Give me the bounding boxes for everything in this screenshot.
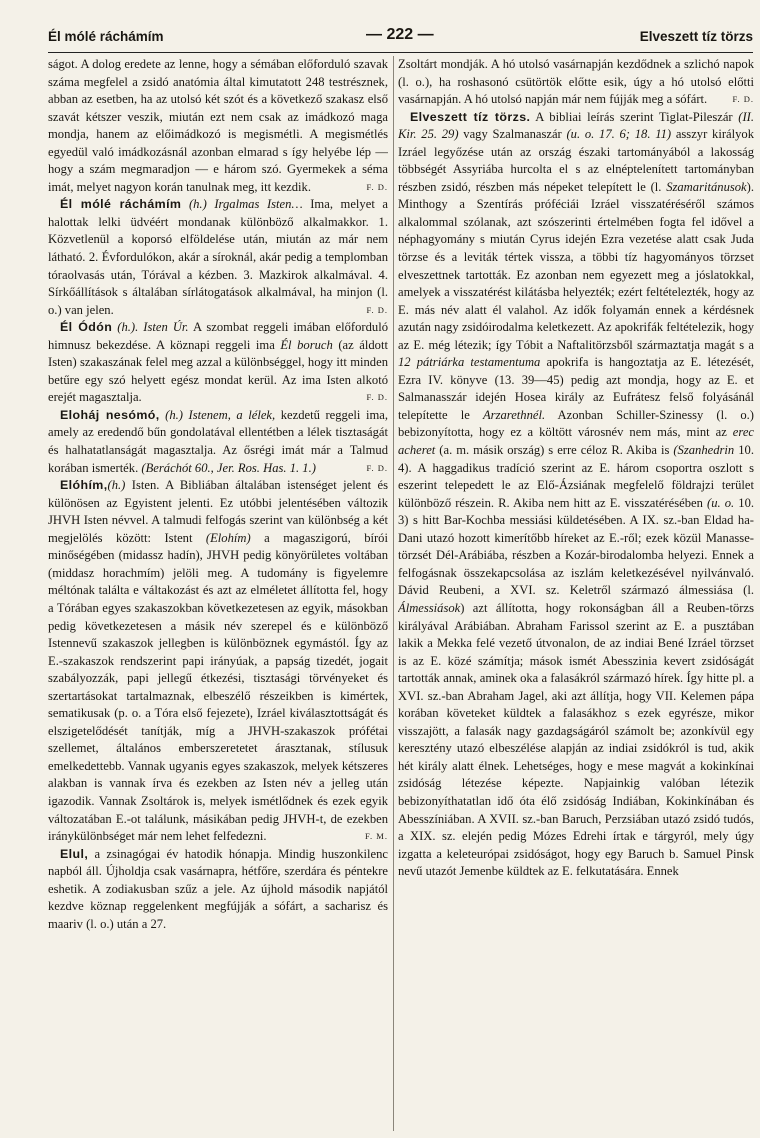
headword: Elul, [60,846,89,861]
header-left: Él mólé ráchámím [48,29,164,44]
gloss: (h.). Isten Úr. [117,320,189,335]
headword: Elóhím, [60,478,108,493]
entry-el-odon: Él Ódón (h.). Isten Úr. A szombat reggeli imában előforduló himnusz bekezdése. A köznapi reggeli ima Él boruch (az áldott Isten) szakaszának felel meg azzal a különbséggel, hogy itt minden betűre egy szó helyett egész mondat kerül. Az ima Isten alkotó erejét magasztalja. F. D. [48,319,388,407]
ref: (Elohím) [205,530,251,545]
signature: F. D. [366,462,388,473]
ref: Álmessiások [398,600,461,615]
page-number: — 222 — [366,26,434,43]
citation: (Beráchót 60., Jer. Ros. Has. 1. 1.) [141,460,316,475]
entry-continuation: Zsoltárt mondják. A hó utolsó vasárnapján kezdődnek a szlichó napok (l. o.), ha roshasonó csütörtök előtte esik, úgy a hó utolsó előtti vasárnapján. A hó utolsó napján már nem fújják meg a sófárt. F. D. [398,56,754,109]
ref: Él boruch [280,337,333,352]
left-column [48,56,388,1131]
column-divider [393,56,394,1131]
entry-elveszett-tiz-torzs: Elveszett tíz törzs. A bibliai leírás szerint Tiglat-Pileszár (II. Kir. 25. 29) vagy Szalmanaszár (u. o. 17. 6; 18. 11) asszyr királyok Izráel legyőzése után az ország északi tartományából a lakosság többségét Assyriába hurcolta el s az elnéptelenített tartományban részben zsidó, részben más népeket telepített le (l. Szamaritánusok). Minthogy a Szentírás próféciái Izráel visszatéréséről számos alkalommal szólanak, azt szószerinti értelmében fogta fel idővel a néphagyomány s miután Cyrus idején Ezra vezetése alatt csak Juda törzse és a leviták tértek vissza, a többi tíz hagyományos törzset elveszettnek tartották. Ez azonban nem egyezett meg a jóslatokkal, amelyek a visszatérést kilátásba helyezték; ezért feltételezték, hogy az E. más név alatt él valahol. Az idők folyamán ennek a kérdésnek azután nagy zsidóirodalma keletkezett. Az apokrifák feltételezik, hogy az E. még létezik; így Tóbit a Naftalitörzsből származtatja magát s a 12 pátriárka testamentuma apokrifa is hangoztatja az E. létezését, Ezra IV. könyve (13. 39—45) pedig azt mondja, hogy az E. et Salmanasszár idején Hosea király az Eufrátesz felső folyásánál telepítette le Arzarethnél. Azonban Schiller-Szinessy (l. o.) bebizonyította, hogy ez a költött városnév nem más, mint az erec acheret (a. m. másik ország) s erre céloz R. Akiba is (Szanhedrin 10. 4). A haggadikus tradíció szerint az E. három csoportra oszlott s eszerint telepedett le az Elő-Ázsiának megfelelő földrajzi terület különböző részein. R. Akiba nem hitt az E. visszatérésében (u. o. 10. 3) s hitt Bar-Kochba messiási küldetésében. A IX. sz.-ban Eldad ha-Dani utazó hozott kimerítőbb híreket az E.-ről; ezek közül Manasse-törzsét Dél-Arábiába, részben a Kozár-birodalomba helyezi. Ennek a felfogásnak összekapcsolása az iszlám keletkezésével nyilvánvaló. Dávid Reubeni, a XVI. sz. Keletről származó álmessiása (l. Álmessiások) azt állította, hogy rokonságban áll a Reuben-törzs királyával Arábiában. Abraham Farissol szerint az E. a pusztában lakik a Mekka felé vezető útvonalon, de az indiai Bené Izráel törzset is az E. közé számítja; mások ismét Abesszinia kevert zsidóságát tartották annak, aminek oka a falasákról származó hírek. Így hitte pl. a XVI. sz.-ban Abraham Jagel, aki azt állítja, hogy VII. Kelemen pápa korában követeket küldtek a falasákhoz s ezek egyrésze, mikor visszajött, a falasák nagy gazdagságáról számolt be; azonkívül egy keresztény utazó elbeszélése alapján az indiai zsidókról is tud, akik hét király alatt élnek. Lehetséges, hogy e mese magvát a kokinkínai zsidóság létezése képezte. Napjainkig valóban létezik bebizonyíthatatlan idő óta élő zsidóság Indiában, Kokinkínában és Abesszíniában. A XVII. sz.-ban Baruch, Perzsiában utazó zsidó tudós, a XIX. sz. elején pedig Mózes Edrehi írtak e tárgyról, mely úgy izgatta a keleteurópai zsidóságot, hogy egy Baruch b. Samuel Pinsk nevű utazót Jemenbe küldtek az E. felkutatására. Ennek [398,109,754,879]
signature: F. D. [366,304,388,315]
ref: Arzarethnél. [482,407,546,422]
ref: erec acheret [398,425,754,458]
right-column [398,56,754,1131]
citation: (II. Kir. 25. 29) [398,109,754,142]
citation: (u. o. 17. 6; 18. 11) [566,127,672,142]
ref: Szamaritánusok [666,179,747,194]
entry-elohaj-nesomo: Eloháj nesómó, (h.) Istenem, a lélek, kezdetű reggeli ima, amely az eredendő bűn gondolatával ellentétben a lélek tisztaságát és halhatatlanságát magasztalja. Az ősrégi imát már a Talmud korában ismerték. (Beráchót 60., Jer. Ros. Has. 1. 1.) F. D. [48,407,388,477]
entry-elul: Elul, a zsinagógai év hatodik hónapja. Mindig huszonkilenc napból áll. Újholdja csak vasárnapra, hétfőre, szerdára és péntekre eshetik. A zodiakusban szűz a jele. Az újhold második napjától kezdve köznap reggelenkent megfújják a sófárt, a sacharisz és maariv (l. o.) után a 27. [48,846,388,931]
running-header [48,26,753,50]
headword: Eloháj nesómó, [60,407,160,422]
headword: Elveszett tíz törzs. [410,109,531,124]
headword: Él mólé ráchámím [60,197,182,212]
gloss: (h.) Irgalmas Isten… [188,197,303,212]
signature: F. D. [366,392,388,403]
ref: 12 pátriárka testamentuma [398,355,541,370]
signature: F. M. [365,831,388,842]
gloss: (h.) Istenem, a lélek, [165,407,276,422]
entry-elohim: Elóhím,(h.) Isten. A Bibliában általában istenséget jelent és különösen az Egyistent jelenti. Ez utóbbi jelentésében változik JHVH Isten névvel. A talmudi felfogás szerint van különbség a két megjelölés között: Istent (Elohím) a magaszigorú, bírói minőségében (midassz hadín), JHVH pedig könyörületes voltában (middasz horachmím) jelöli meg. A tudomány is figyelemre méltónak találta e váltakozást és azt az elméletet állította fel, hogy a Tórában egyes szakaszokban következetesen az egyik, másokban pedig következetesen a másik név szerepel és e különböző Istennevű szakaszok jellegben is különböznek egymástól. Így az E.-szakaszok rendszerint papi irányúak, a papság tizedét, jogait szabályozzák, papi jellegű étkezési, tisztasági törvényeket és szertartásokat tartalmaznak, elbeszélő részeikben is kimértek, sematikusak (p. o. a Tóra első fejezete), Izráel kiválasztottságát és elszigetelődését tanítják, míg a JHVH-szakaszok prófétai szellemet, általános emberszeretetet árasztanak, stílusuk emelkedettebb. Vannak ugyanis egyes szakaszok, melyek kétszeres alakban is vannak írva és ezekben az Isten név a jelleg után igazodik. Vannak Zsoltárok is, melyek ismétlődnek és ezek egyik változatában E.-ot találunk, másikában pedig JHVH-t, de ezekben iránykülönbséget már nem lehet felfedezni. F. M. [48,477,388,845]
citation: (Szanhedrin [673,443,735,458]
header-rule [48,52,753,53]
gloss: (h.) [107,478,126,493]
entry-continuation: ságot. A dolog eredete az lenne, hogy a sémában előforduló szavak száma megfelel a zsidó anatómia által kimutatott 248 testrésznek, abban az esetben, ha az utolsó két szót és a következő szakasz első szavát kétszer veszik, miután ezt nem csak az imádkozó maga mondja, hanem az előimádkozó is megismétli. A megismétlés egyedül való imádkozásnál azonban elmarad s így helyébe lép — hogy a szám megmaradjon — e három szó. Gyermekek a séma imát, melyet nagyon korán tanulnak meg, itt kezdik. F. D. [48,56,388,196]
header-right: Elveszett tíz törzs [639,29,753,44]
signature: F. D. [732,94,754,105]
citation: (u. o. [707,495,735,510]
entry-el-mole-rachamim: Él mólé ráchámím (h.) Irgalmas Isten… Ima, melyet a halottak lelki üdvéért mondanak különböző alkalmakkor. 1. Közvetlenül a koporsó elföldelése után, miután az már nem látható. 2. Évfordulókon, akár a síroknál, akár pedig a templomban tóraolvasás után, Tórával a kézben. 3. Mazkirok alkalmával. 4. Sírkőállítások s általában sírlátogatások alkalmával, ha minjon (l. o.) van jelen. F. D. [48,196,388,319]
headword: Él Ódón [60,320,113,335]
signature: F. D. [366,181,388,192]
